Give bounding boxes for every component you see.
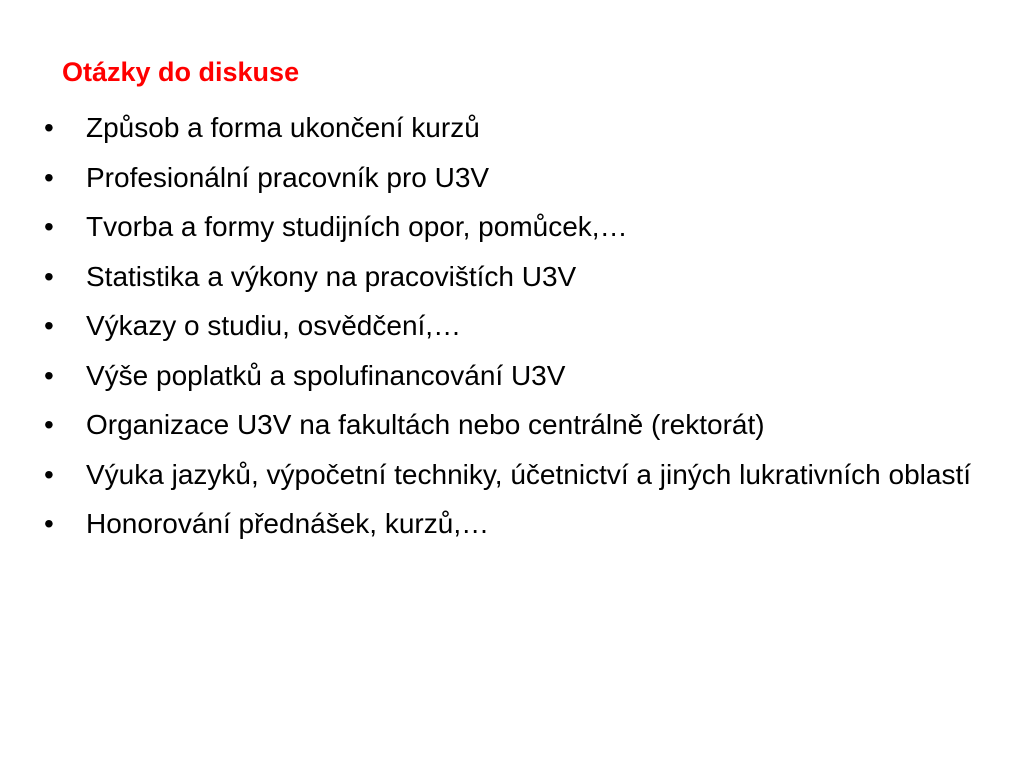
list-item (44, 209, 984, 245)
bullet-icon: • (44, 409, 54, 440)
bullet-icon: • (44, 359, 54, 391)
list-item (44, 259, 984, 295)
list-item (44, 407, 984, 443)
list-item-text: Výkazy o studiu, osvědčení,… (86, 310, 462, 341)
slide-title: Otázky do diskuse (62, 57, 300, 87)
list-item-text: Výuka jazyků, výpočetní techniky, účetnictví a jiných lukrativních oblastí (86, 458, 972, 490)
list-item (44, 506, 984, 542)
bullet-icon: • (44, 310, 54, 341)
bullet-icon: • (44, 458, 54, 490)
list-item-text: Profesionální pracovník pro U3V (86, 161, 490, 193)
bullet-icon: • (44, 112, 54, 143)
list-item-text: Výše poplatků a spolufinancování U3V (86, 359, 566, 391)
list-item-text: Způsob a forma ukončení kurzů (86, 112, 480, 143)
list-item (44, 457, 984, 493)
list-item-text: Tvorba a formy studijních opor, pomůcek,… (86, 211, 628, 242)
list-item (44, 160, 984, 196)
list-item-text: Organizace U3V na fakultách nebo centrálně (rektorát) (86, 409, 765, 440)
list-item-text: Honorování přednášek, kurzů,… (86, 508, 490, 539)
bullet-list (44, 110, 984, 556)
bullet-icon: • (44, 161, 54, 193)
bullet-icon: • (44, 211, 54, 242)
list-item (44, 110, 984, 146)
bullet-icon: • (44, 508, 54, 539)
list-item (44, 358, 984, 394)
list-item-text: Statistika a výkony na pracovištích U3V (86, 260, 577, 292)
list-item (44, 308, 984, 344)
bullet-icon: • (44, 260, 54, 292)
